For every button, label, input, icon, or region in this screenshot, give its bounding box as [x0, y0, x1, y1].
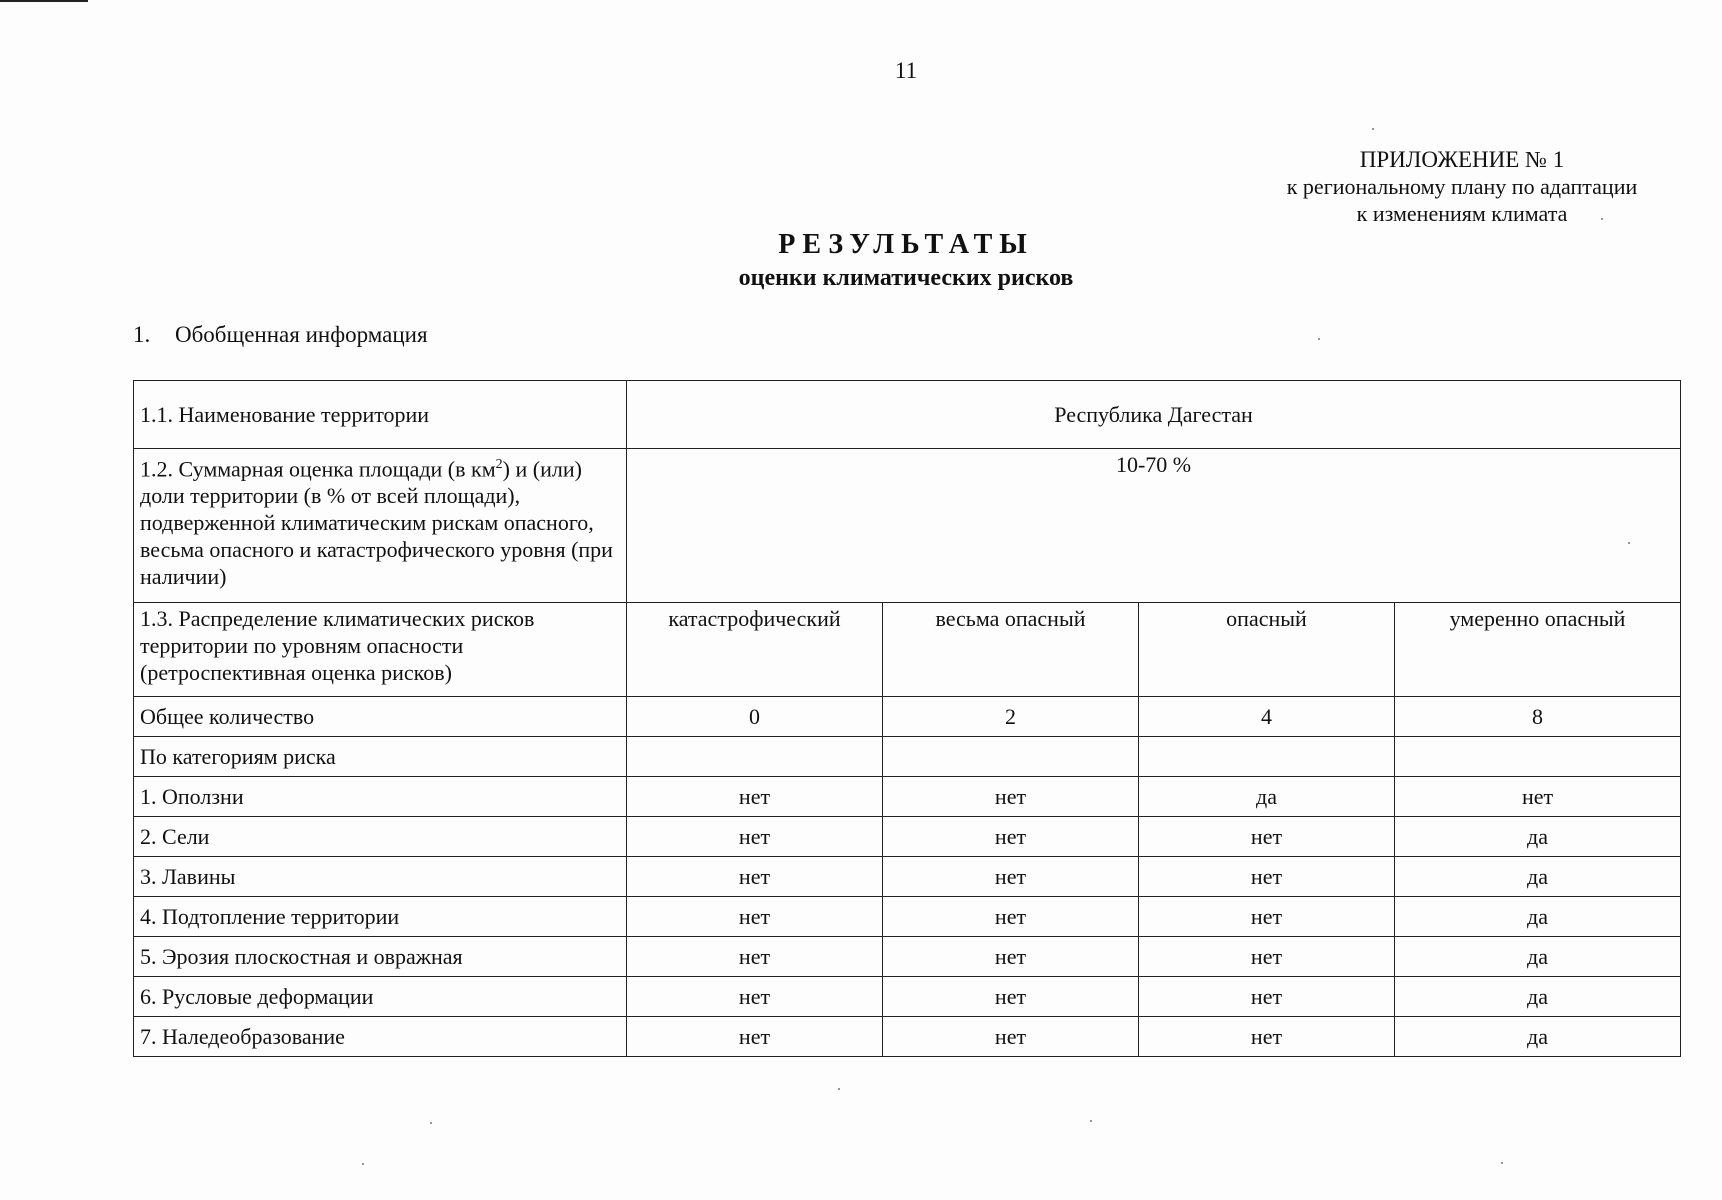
category-value: нет — [883, 777, 1139, 817]
total-value: 0 — [627, 697, 883, 737]
scan-speck — [1372, 128, 1374, 130]
category-name: 1. Оползни — [134, 777, 627, 817]
category-value: нет — [883, 1017, 1139, 1057]
category-value: нет — [627, 977, 883, 1017]
category-value: нет — [627, 857, 883, 897]
total-value: 4 — [1139, 697, 1395, 737]
scan-speck — [1601, 218, 1603, 220]
category-value: да — [1395, 817, 1681, 857]
level-header-moderate: умеренно опасный — [1395, 603, 1681, 697]
category-value: нет — [883, 897, 1139, 937]
empty-cell — [1139, 737, 1395, 777]
area-value: 10-70 % — [627, 449, 1681, 603]
category-value: нет — [627, 777, 883, 817]
table-row — [134, 897, 1681, 937]
category-value: нет — [627, 937, 883, 977]
table-row — [134, 977, 1681, 1017]
table-row-area — [134, 449, 1681, 603]
scan-speck — [1318, 338, 1320, 340]
scan-speck — [362, 1163, 364, 1165]
table-row — [134, 1017, 1681, 1057]
category-value: да — [1139, 777, 1395, 817]
level-header-very-dangerous: весьма опасный — [883, 603, 1139, 697]
table-row — [134, 777, 1681, 817]
total-value: 2 — [883, 697, 1139, 737]
area-label-part2: ) и (или) доли территории (в % от всей площади), подверженной климатическим рискам опасного, весьма опасного и катастрофического уровня (при наличии) — [140, 456, 613, 590]
appendix-block — [1252, 146, 1672, 227]
table-row-territory — [134, 381, 1681, 449]
category-name: 5. Эрозия плоскостная и овражная — [134, 937, 627, 977]
category-value: нет — [1139, 937, 1395, 977]
category-value: да — [1395, 1017, 1681, 1057]
total-label: Общее количество — [134, 697, 627, 737]
scan-speck — [1090, 1120, 1092, 1122]
category-value: нет — [883, 817, 1139, 857]
appendix-title: ПРИЛОЖЕНИЕ № 1 — [1359, 147, 1565, 172]
category-value: нет — [1395, 777, 1681, 817]
empty-cell — [627, 737, 883, 777]
category-value: нет — [627, 817, 883, 857]
risk-assessment-table — [133, 380, 1681, 1057]
scan-speck — [1628, 542, 1630, 544]
category-name: 3. Лавины — [134, 857, 627, 897]
area-label — [134, 449, 627, 603]
category-value: нет — [1139, 977, 1395, 1017]
category-value: нет — [1139, 857, 1395, 897]
table-row-by-category — [134, 737, 1681, 777]
document-title-main: РЕЗУЛЬТАТЫ — [778, 229, 1034, 260]
total-value: 8 — [1395, 697, 1681, 737]
scan-speck — [838, 1088, 840, 1090]
table-row — [134, 857, 1681, 897]
by-category-label: По категориям риска — [134, 737, 627, 777]
category-name: 6. Русловые деформации — [134, 977, 627, 1017]
area-label-superscript: 2 — [495, 457, 503, 472]
category-value: нет — [883, 857, 1139, 897]
level-header-dangerous: опасный — [1139, 603, 1395, 697]
table-row — [134, 817, 1681, 857]
table-row — [134, 937, 1681, 977]
appendix-line-2: к изменениям климата — [1356, 201, 1568, 226]
scan-speck — [1501, 1162, 1503, 1164]
category-value: нет — [1139, 817, 1395, 857]
empty-cell — [1395, 737, 1681, 777]
category-value: нет — [883, 977, 1139, 1017]
empty-cell — [883, 737, 1139, 777]
category-value: да — [1395, 977, 1681, 1017]
category-value: нет — [1139, 1017, 1395, 1057]
appendix-line-1: к региональному плану по адаптации — [1286, 174, 1638, 199]
page-number: 11 — [894, 58, 918, 83]
document-title — [0, 228, 1722, 294]
distribution-label: 1.3. Распределение климатических рисков территории по уровням опасности (ретроспективная оценка рисков) — [134, 603, 627, 697]
scan-speck — [430, 1122, 432, 1124]
level-header-catastrophic: катастрофический — [627, 603, 883, 697]
section-title: Обобщенная информация — [175, 322, 428, 347]
category-name: 7. Наледеобразование — [134, 1017, 627, 1057]
table-row-total — [134, 697, 1681, 737]
section-heading — [133, 322, 428, 348]
document-title-subtitle: оценки климатических рисков — [738, 265, 1074, 291]
territory-name-value: Республика Дагестан — [627, 381, 1681, 449]
category-name: 4. Подтопление территории — [134, 897, 627, 937]
category-value: да — [1395, 937, 1681, 977]
category-value: да — [1395, 857, 1681, 897]
scan-artifact-line — [0, 0, 88, 2]
category-value: нет — [627, 897, 883, 937]
category-value: нет — [627, 1017, 883, 1057]
area-label-part1: 1.2. Суммарная оценка площади (в км — [140, 456, 496, 482]
section-number: 1. — [133, 322, 151, 347]
category-name: 2. Сели — [134, 817, 627, 857]
category-value: нет — [883, 937, 1139, 977]
territory-name-label: 1.1. Наименование территории — [134, 381, 627, 449]
category-value: да — [1395, 897, 1681, 937]
table-row-distribution — [134, 603, 1681, 697]
category-value: нет — [1139, 897, 1395, 937]
